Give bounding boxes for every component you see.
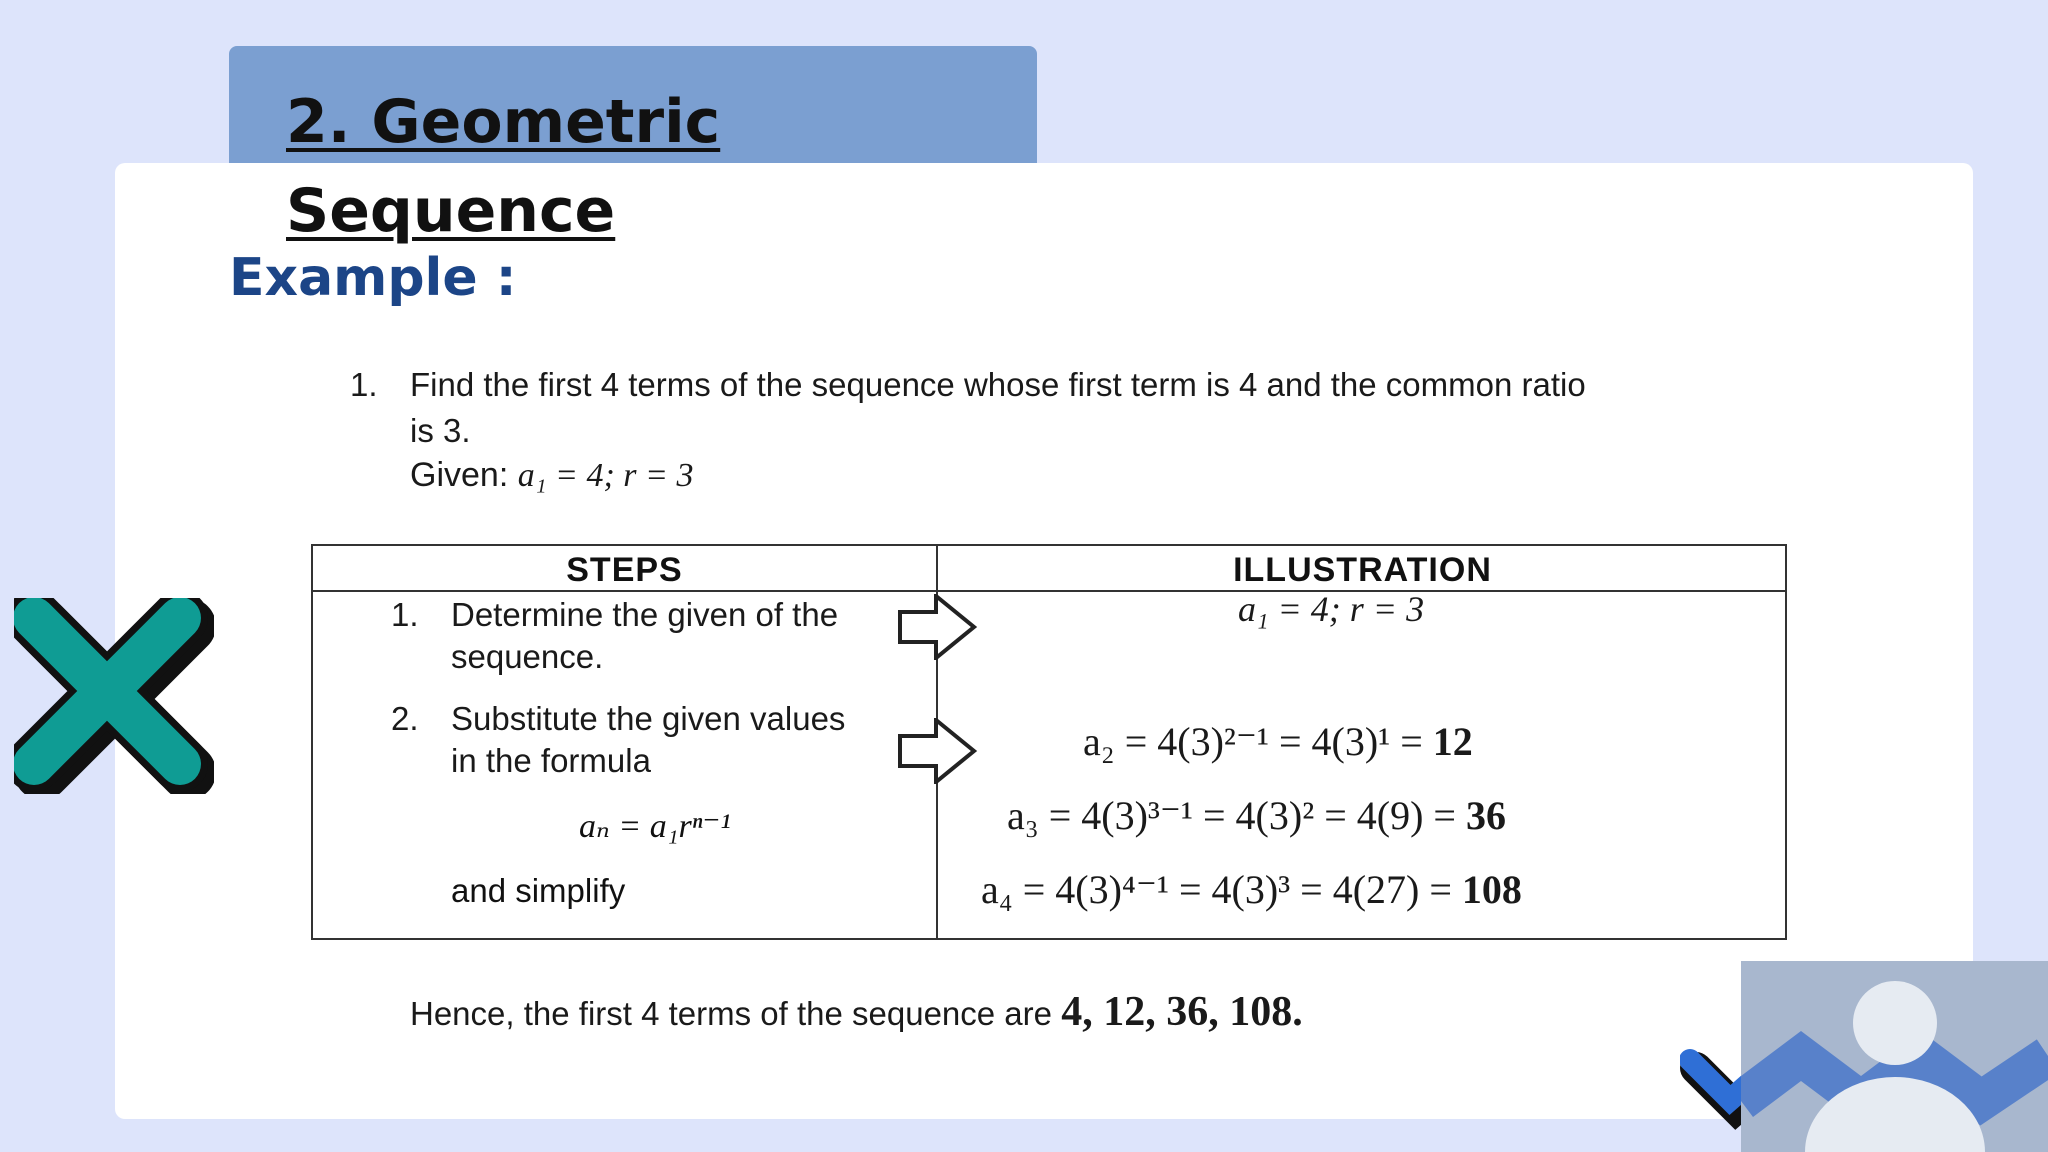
right-arrow-icon (898, 594, 978, 660)
a2-expression: a₂ = 4(3)²⁻¹ = 4(3)¹ = (1083, 719, 1423, 764)
general-term-formula: aₙ = a₁rⁿ⁻¹ (579, 808, 731, 845)
conclusion (410, 988, 1303, 1036)
step-number: 2. (391, 700, 419, 737)
conclusion-terms: 4, 12, 36, 108. (1061, 989, 1303, 1035)
title-line-2: Sequence (286, 176, 616, 246)
illustration-a2 (1083, 718, 1473, 765)
and-simplify-text: and simplify (451, 872, 626, 909)
a4-result: 108 (1461, 867, 1522, 912)
example-label: Example : (229, 248, 517, 308)
step-number: 1. (391, 596, 419, 633)
step-text: Substitute the given values in the formula (451, 700, 846, 779)
given-math: a₁ = 4; r = 3 (517, 457, 694, 494)
step-text: Determine the given of the sequence. (451, 596, 839, 675)
user-avatar-icon (1741, 961, 2048, 1152)
conclusion-text: Hence, the first 4 terms of the sequence are (410, 995, 1053, 1032)
header-steps: STEPS (566, 551, 683, 589)
given-line (410, 456, 693, 495)
illustration-a3 (1007, 792, 1506, 839)
a2-result: 12 (1432, 719, 1473, 764)
header-illustration: ILLUSTRATION (1233, 551, 1492, 589)
steps-table (311, 544, 1787, 940)
a3-expression: a₃ = 4(3)³⁻¹ = 4(3)² = 4(9) = (1007, 793, 1456, 838)
problem-number: 1. (350, 366, 378, 403)
header-divider (313, 590, 1785, 592)
problem-text-line-1: Find the first 4 terms of the sequence whose first term is 4 and the common ratio (410, 366, 1586, 403)
video-thumbnail[interactable] (1741, 961, 2048, 1152)
slide-title (286, 78, 720, 256)
problem-text-line-2: is 3. (410, 412, 471, 449)
given-label: Given: (410, 456, 509, 494)
close-x-icon (14, 598, 214, 794)
problem-text (410, 362, 2048, 454)
illustration-given: a₁ = 4; r = 3 (1238, 589, 1425, 629)
right-arrow-icon (898, 718, 978, 784)
a4-expression: a₄ = 4(3)⁴⁻¹ = 4(3)³ = 4(27) = (981, 867, 1452, 912)
title-line-1: 2. Geometric (286, 87, 721, 157)
a3-result: 36 (1465, 793, 1506, 838)
illustration-a4 (981, 866, 1522, 913)
